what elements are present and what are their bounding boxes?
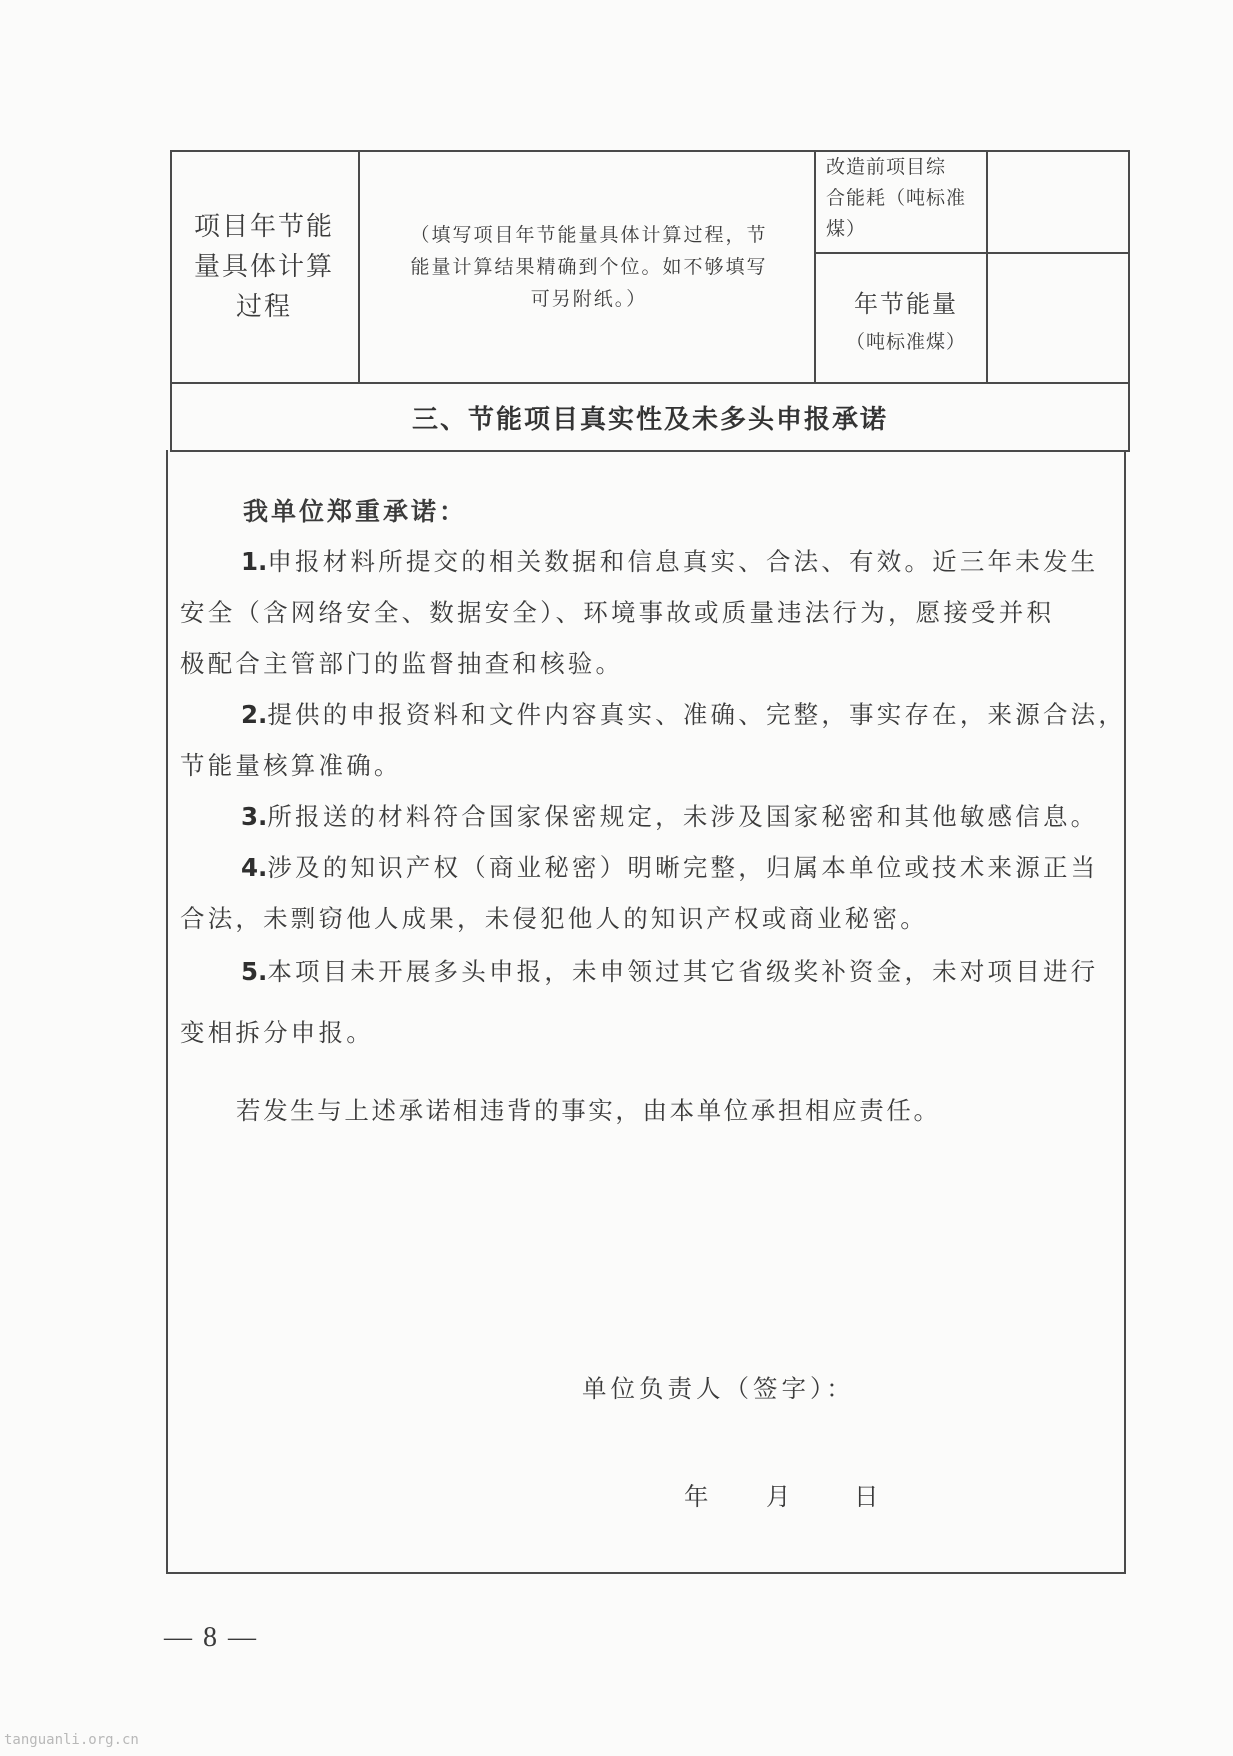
- calc-process-note[interactable]: [364, 152, 814, 381]
- calc-label-line: 过程: [235, 291, 292, 322]
- pre-label-line: 煤）: [826, 218, 867, 240]
- cell-divider-horizontal: [814, 252, 1130, 254]
- commitment-closing: 若发生与上述承诺相违背的事实，由本单位承担相应责任。: [236, 1096, 941, 1125]
- commitment-item-1-line: 极配合主管部门的监督抽查和核验。: [180, 649, 624, 678]
- pre-renovation-energy-value-cell[interactable]: [990, 154, 1126, 250]
- calc-label-line: 量具体计算: [193, 251, 334, 282]
- signature-date-month[interactable]: 月: [766, 1482, 795, 1511]
- calc-label-line: 项目年节能: [193, 211, 334, 242]
- column-divider-2: [814, 150, 816, 384]
- commitment-item-5: [241, 946, 1098, 997]
- note-line: 可另附纸。）: [530, 287, 648, 310]
- commitment-item-5-line: 变相拆分申报。: [180, 1018, 374, 1047]
- watermark: tanguanli.org.cn: [4, 1732, 139, 1748]
- signature-date-day[interactable]: 日: [854, 1482, 883, 1511]
- table-right-border-lower: [1124, 450, 1126, 1574]
- table-bottom-border: [166, 1572, 1126, 1574]
- item-number: 1.: [241, 547, 268, 576]
- item-text: 涉及的知识产权（商业秘密）明晰完整，归属本单位或技术来源正当: [267, 853, 1099, 882]
- item-text: 申报材料所提交的相关数据和信息真实、合法、有效。近三年未发生: [267, 547, 1099, 576]
- item-number: 3.: [241, 802, 268, 831]
- commitment-item-3: [241, 791, 1098, 842]
- signature-label: 单位负责人（签字）：: [582, 1374, 855, 1403]
- section-title: 三、节能项目真实性及未多头申报承诺: [411, 404, 888, 435]
- commitment-item-1: [241, 536, 1098, 587]
- commitment-item-1-line: 安全（含网络安全、数据安全）、环境事故或质量违法行为，愿接受并积: [180, 598, 1055, 627]
- table-left-border-lower: [166, 450, 168, 1574]
- annual-energy-saving-value-cell[interactable]: [990, 256, 1126, 380]
- note-line: 能量计算结果精确到个位。如不够填写: [410, 255, 768, 278]
- item-text: 本项目未开展多头申报，未申领过其它省级奖补资金，未对项目进行: [267, 957, 1099, 986]
- pre-renovation-energy-label: [826, 152, 986, 252]
- item-text: 所报送的材料符合国家保密规定，未涉及国家秘密和其他敏感信息。: [267, 802, 1099, 831]
- pre-label-line: 合能耗（吨标准: [826, 187, 967, 209]
- item-number: 5.: [241, 957, 268, 986]
- commitment-item-4: [241, 842, 1098, 893]
- note-line: （填写项目年节能量具体计算过程，节: [410, 223, 768, 246]
- commitment-item-2-line: 节能量核算准确。: [180, 751, 402, 780]
- item-text: 提供的申报资料和文件内容真实、准确、完整，事实存在，来源合法，: [267, 700, 1127, 729]
- item-number: 4.: [241, 853, 268, 882]
- column-divider-1: [358, 150, 360, 384]
- item-number: 2.: [241, 700, 268, 729]
- commitment-item-4-line: 合法，未剽窃他人成果，未侵犯他人的知识产权或商业秘密。: [180, 904, 928, 933]
- signature-date-year[interactable]: 年: [684, 1482, 713, 1511]
- annual-saving-unit: （吨标准煤）: [845, 330, 966, 353]
- section-divider: [170, 450, 1130, 452]
- pre-label-line: 改造前项目综: [826, 156, 947, 178]
- table-right-border: [1128, 150, 1130, 450]
- annual-energy-saving-label: [822, 260, 990, 381]
- annual-saving-title: 年节能量: [854, 289, 958, 318]
- page-number: — 8 —: [164, 1622, 258, 1653]
- commitment-heading: 我单位郑重承诺：: [243, 497, 468, 526]
- calc-process-label: [172, 152, 356, 381]
- commitment-item-2: [241, 689, 1126, 740]
